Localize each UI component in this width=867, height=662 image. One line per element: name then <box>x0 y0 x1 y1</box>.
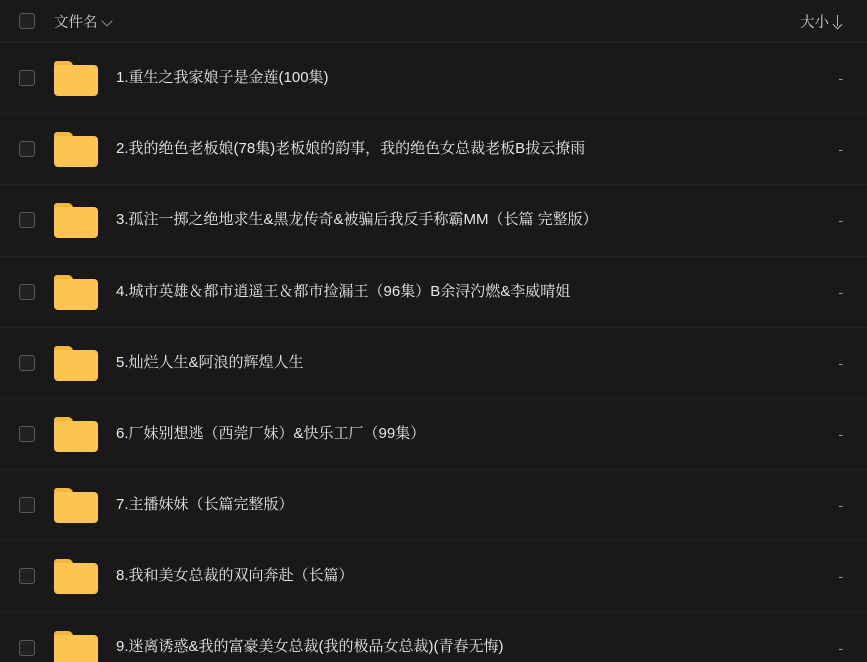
row-size: - <box>838 354 843 371</box>
row-name[interactable]: 1.重生之我家娘子是金莲(100集) <box>116 68 329 86</box>
row-name[interactable]: 9.迷离诱惑&我的富豪美女总裁(我的极品女总裁)(青春无悔) <box>116 638 504 656</box>
row-size: - <box>838 141 843 158</box>
row-name[interactable]: 6.厂妹别想逃（西莞厂妹）&快乐工厂（99集） <box>116 424 426 442</box>
row-select-cell[interactable] <box>0 640 54 656</box>
row-icon-cell <box>54 60 116 96</box>
row-select-cell[interactable] <box>0 141 54 157</box>
column-header-name-label: 文件名 <box>54 14 98 31</box>
row-name[interactable]: 8.我和美女总裁的双向奔赴（长篇） <box>116 567 354 585</box>
row-size: - <box>838 426 843 443</box>
select-all-cell[interactable] <box>0 13 54 29</box>
folder-icon <box>54 60 98 96</box>
row-name[interactable]: 5.灿烂人生&阿浪的辉煌人生 <box>116 353 304 371</box>
row-icon-cell <box>54 630 116 662</box>
arrow-down-icon[interactable] <box>832 15 843 28</box>
column-header-size-label: 大小 <box>800 14 829 31</box>
row-size: - <box>838 568 843 585</box>
folder-icon <box>54 131 98 167</box>
folder-icon <box>54 345 98 381</box>
row-icon-cell <box>54 487 116 523</box>
checkbox-unchecked-icon[interactable] <box>19 212 35 228</box>
checkbox-unchecked-icon[interactable] <box>19 568 35 584</box>
row-select-cell[interactable] <box>0 355 54 371</box>
row-size: - <box>838 283 843 300</box>
checkbox-unchecked-icon[interactable] <box>19 141 35 157</box>
row-name[interactable]: 4.城市英雄＆都市逍遥王＆都市捡漏王（96集）B余浔汋燃&李威晴姐 <box>116 282 571 300</box>
row-name[interactable]: 7.主播妹妹（长篇完整版） <box>116 496 294 514</box>
row-name[interactable]: 3.孤注一掷之绝地求生&黑龙传奇&被骗后我反手称霸MM（长篇 完整版） <box>116 211 598 229</box>
chevron-down-icon[interactable] <box>102 15 114 27</box>
row-icon-cell <box>54 202 116 238</box>
table-row[interactable] <box>0 328 867 399</box>
checkbox-unchecked-icon[interactable] <box>19 355 35 371</box>
checkbox-unchecked-icon[interactable] <box>19 640 35 656</box>
checkbox-unchecked-icon[interactable] <box>19 70 35 86</box>
row-select-cell[interactable] <box>0 212 54 228</box>
column-header-size[interactable] <box>800 11 843 32</box>
checkbox-unchecked-icon[interactable] <box>19 284 35 300</box>
column-header-name[interactable] <box>54 11 800 32</box>
folder-icon <box>54 416 98 452</box>
file-rows <box>0 43 867 662</box>
row-icon-cell <box>54 131 116 167</box>
table-row[interactable] <box>0 257 867 328</box>
row-size: - <box>838 639 843 656</box>
row-select-cell[interactable] <box>0 284 54 300</box>
row-size: - <box>838 70 843 87</box>
table-row[interactable] <box>0 399 867 470</box>
folder-icon <box>54 558 98 594</box>
row-select-cell[interactable] <box>0 497 54 513</box>
row-select-cell[interactable] <box>0 70 54 86</box>
folder-icon <box>54 487 98 523</box>
table-row[interactable] <box>0 114 867 185</box>
table-row[interactable] <box>0 43 867 114</box>
table-row[interactable] <box>0 185 867 256</box>
folder-icon <box>54 202 98 238</box>
row-icon-cell <box>54 558 116 594</box>
row-icon-cell <box>54 274 116 310</box>
checkbox-unchecked-icon[interactable] <box>19 426 35 442</box>
table-row[interactable] <box>0 470 867 541</box>
row-name[interactable]: 2.我的绝色老板娘(78集)老板娘的韵事，我的绝色女总裁老板B拔云撩雨 <box>116 140 586 158</box>
checkbox-unchecked-icon[interactable] <box>19 497 35 513</box>
folder-icon <box>54 630 98 662</box>
row-select-cell[interactable] <box>0 568 54 584</box>
table-row[interactable] <box>0 541 867 612</box>
row-size: - <box>838 497 843 514</box>
row-icon-cell <box>54 345 116 381</box>
row-select-cell[interactable] <box>0 426 54 442</box>
table-row[interactable] <box>0 613 867 662</box>
folder-icon <box>54 274 98 310</box>
checkbox-unchecked-icon[interactable] <box>19 13 35 29</box>
row-size: - <box>838 212 843 229</box>
row-icon-cell <box>54 416 116 452</box>
file-list-header <box>0 0 867 43</box>
